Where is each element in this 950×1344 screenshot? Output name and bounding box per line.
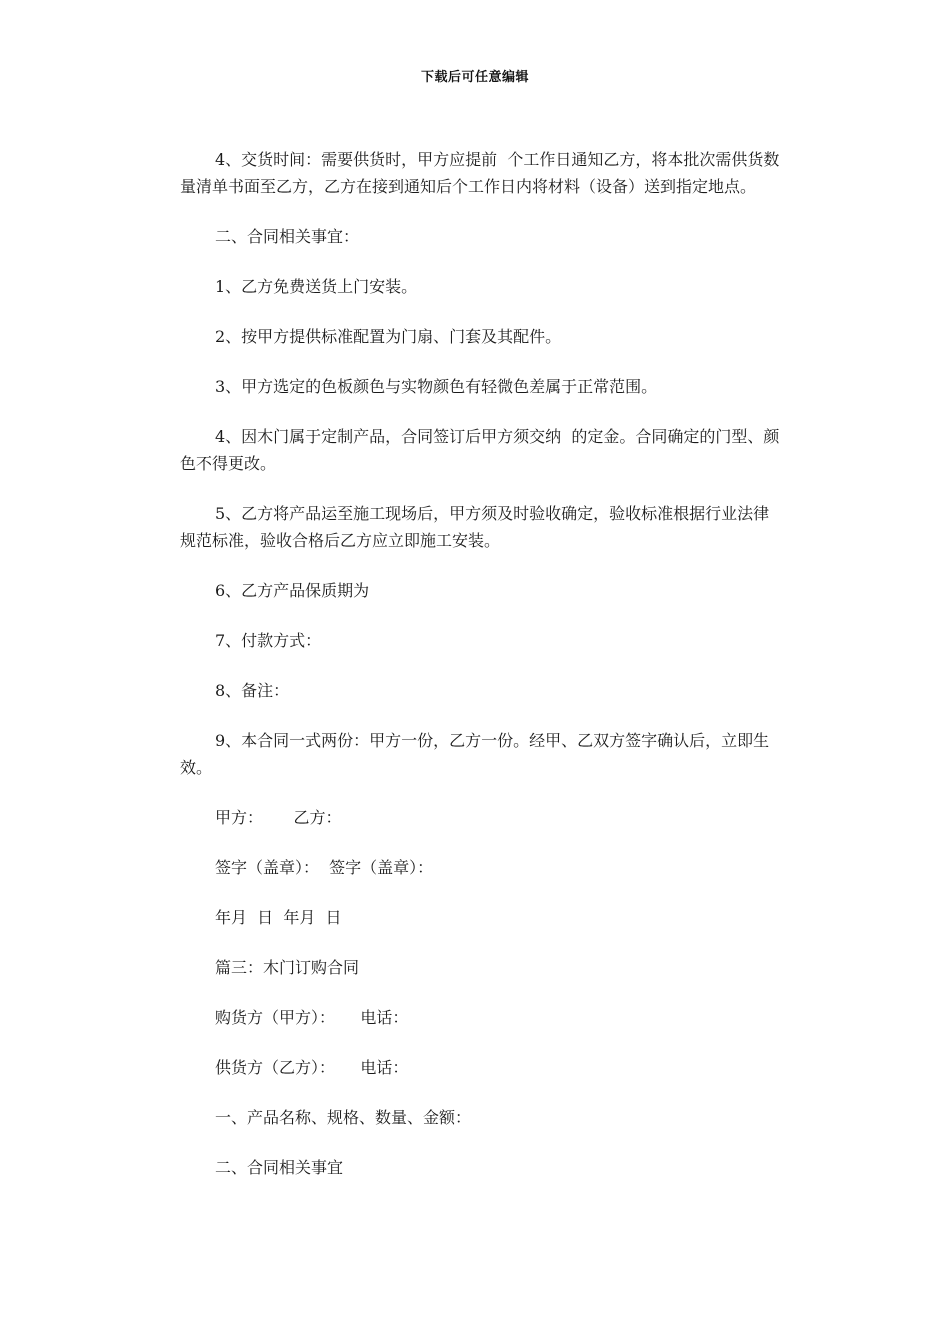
paragraph-remarks: 8、备注：	[215, 681, 290, 700]
paragraph-color-difference: 3、甲方选定的色板颜色与实物颜色有轻微色差属于正常范围。	[215, 377, 658, 396]
section-heading-contract-matters-2: 二、合同相关事宜	[215, 1158, 344, 1177]
buyer-line: 购货方（甲方）： 电话：	[215, 1008, 409, 1027]
paragraph-delivery-time: 4、交货时间：需要供货时，甲方应提前 个工作日通知乙方，将本批次需供货数量清单书面至乙方，乙方在接到通知后个工作日内将材料（设备）送到指定地点。	[180, 150, 780, 196]
paragraph-free-delivery: 1、乙方免费送货上门安装。	[215, 277, 418, 296]
paragraph-payment: 7、付款方式：	[215, 631, 322, 650]
contract-body	[180, 146, 780, 1204]
paragraph-acceptance: 5、乙方将产品运至施工现场后，甲方须及时验收确定，验收标准根据行业法律规范标准，验收合格后乙方应立即施工安装。	[180, 504, 770, 550]
download-note: 下载后可任意编辑	[420, 70, 529, 85]
signature-date: 年月 日 年月 日	[215, 908, 342, 927]
paragraph-deposit: 4、因木门属于定制产品，合同签订后甲方须交纳 的定金。合同确定的门型、颜色不得更改。	[180, 427, 780, 473]
signature-seal: 签字（盖章）： 签字（盖章）：	[215, 858, 434, 877]
chapter-title: 篇三：木门订购合同	[215, 958, 360, 977]
signature-parties: 甲方： 乙方：	[215, 808, 342, 827]
supplier-line: 供货方（乙方）： 电话：	[215, 1058, 409, 1077]
paragraph-warranty: 6、乙方产品保质期为	[215, 581, 370, 600]
paragraph-standard-config: 2、按甲方提供标准配置为门扇、门套及其配件。	[215, 327, 562, 346]
paragraph-copies: 9、本合同一式两份：甲方一份，乙方一份。经甲、乙双方签字确认后，立即生效。	[180, 731, 770, 777]
section-heading-contract-matters: 二、合同相关事宜：	[215, 227, 360, 246]
section-heading-product: 一、产品名称、规格、数量、金额：	[215, 1108, 472, 1127]
